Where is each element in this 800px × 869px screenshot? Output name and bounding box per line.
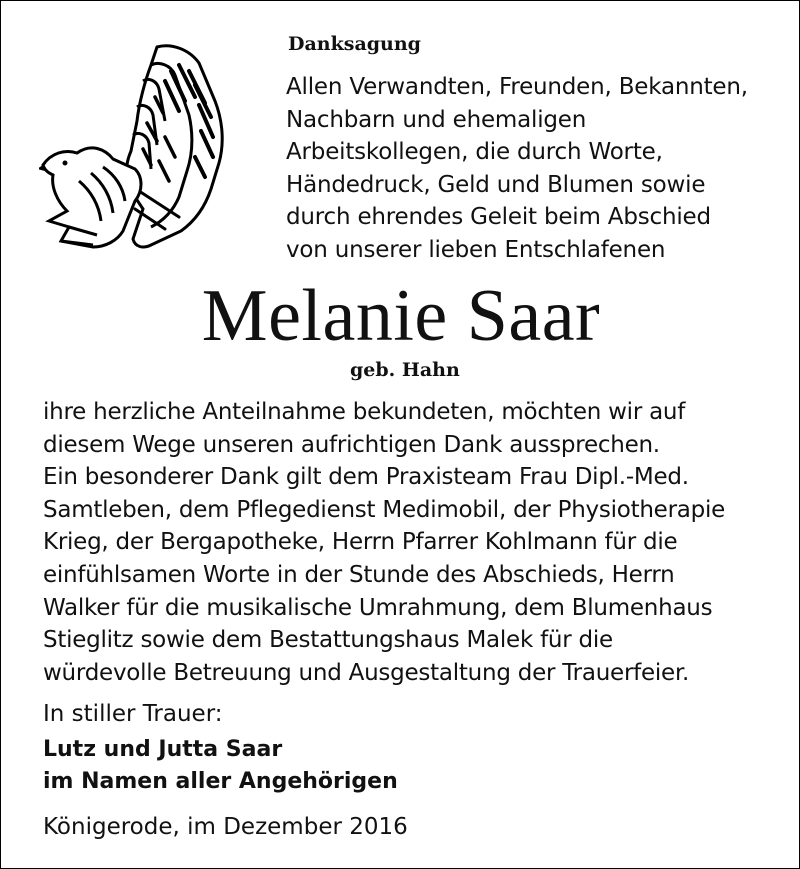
- intro-line: von unserer lieben Entschlafenen: [286, 236, 666, 263]
- body-line: ihre herzliche Anteilnahme bekundeten, möchten wir auf: [43, 399, 686, 425]
- intro-line: Allen Verwandten, Freunden, Bekannten,: [286, 74, 748, 100]
- intro-line: Nachbarn und ehemaligen: [286, 106, 587, 133]
- mourning-line: In stiller Trauer:: [43, 701, 223, 727]
- body-paragraph: [43, 396, 788, 689]
- body-line: Walker für die musikalische Umrahmung, dem Blumenhaus: [43, 594, 713, 621]
- body-line: diesem Wege unseren aufrichtigen Dank aussprechen.: [43, 431, 660, 458]
- deceased-name: Melanie Saar: [201, 275, 601, 357]
- body-line: Ein besonderer Dank gilt dem Praxisteam Frau Dipl.-Med.: [43, 464, 689, 491]
- notice-heading: Danksagung: [288, 33, 421, 55]
- intro-line: Händedruck, Geld und Blumen sowie: [286, 171, 706, 198]
- body-line: einfühlsamen Worte in der Stunde des Abschieds, Herrn: [43, 561, 675, 588]
- signatories-note: im Namen aller Angehörigen: [43, 769, 398, 794]
- body-line: Krieg, der Bergapotheke, Herrn Pfarrer Kohlmann für die: [43, 529, 678, 556]
- intro-line: Arbeitskollegen, die durch Worte,: [286, 139, 663, 165]
- body-line: Stieglitz sowie dem Bestattungshaus Malek für die: [43, 627, 613, 654]
- praying-hands-with-dove-icon: [39, 41, 229, 253]
- birth-name: geb. Hahn: [350, 359, 460, 381]
- intro-paragraph: [286, 71, 786, 266]
- signatories: Lutz und Jutta Saar: [43, 737, 283, 762]
- place-date: Königerode, im Dezember 2016: [43, 814, 408, 840]
- intro-line: durch ehrendes Geleit beim Abschied: [286, 204, 711, 230]
- body-line: würdevolle Betreuung und Ausgestaltung der Trauerfeier.: [43, 659, 690, 686]
- signatories-block: [43, 734, 398, 798]
- body-line: Samtleben, dem Pflegedienst Medimobil, der Physiotherapie: [43, 496, 726, 523]
